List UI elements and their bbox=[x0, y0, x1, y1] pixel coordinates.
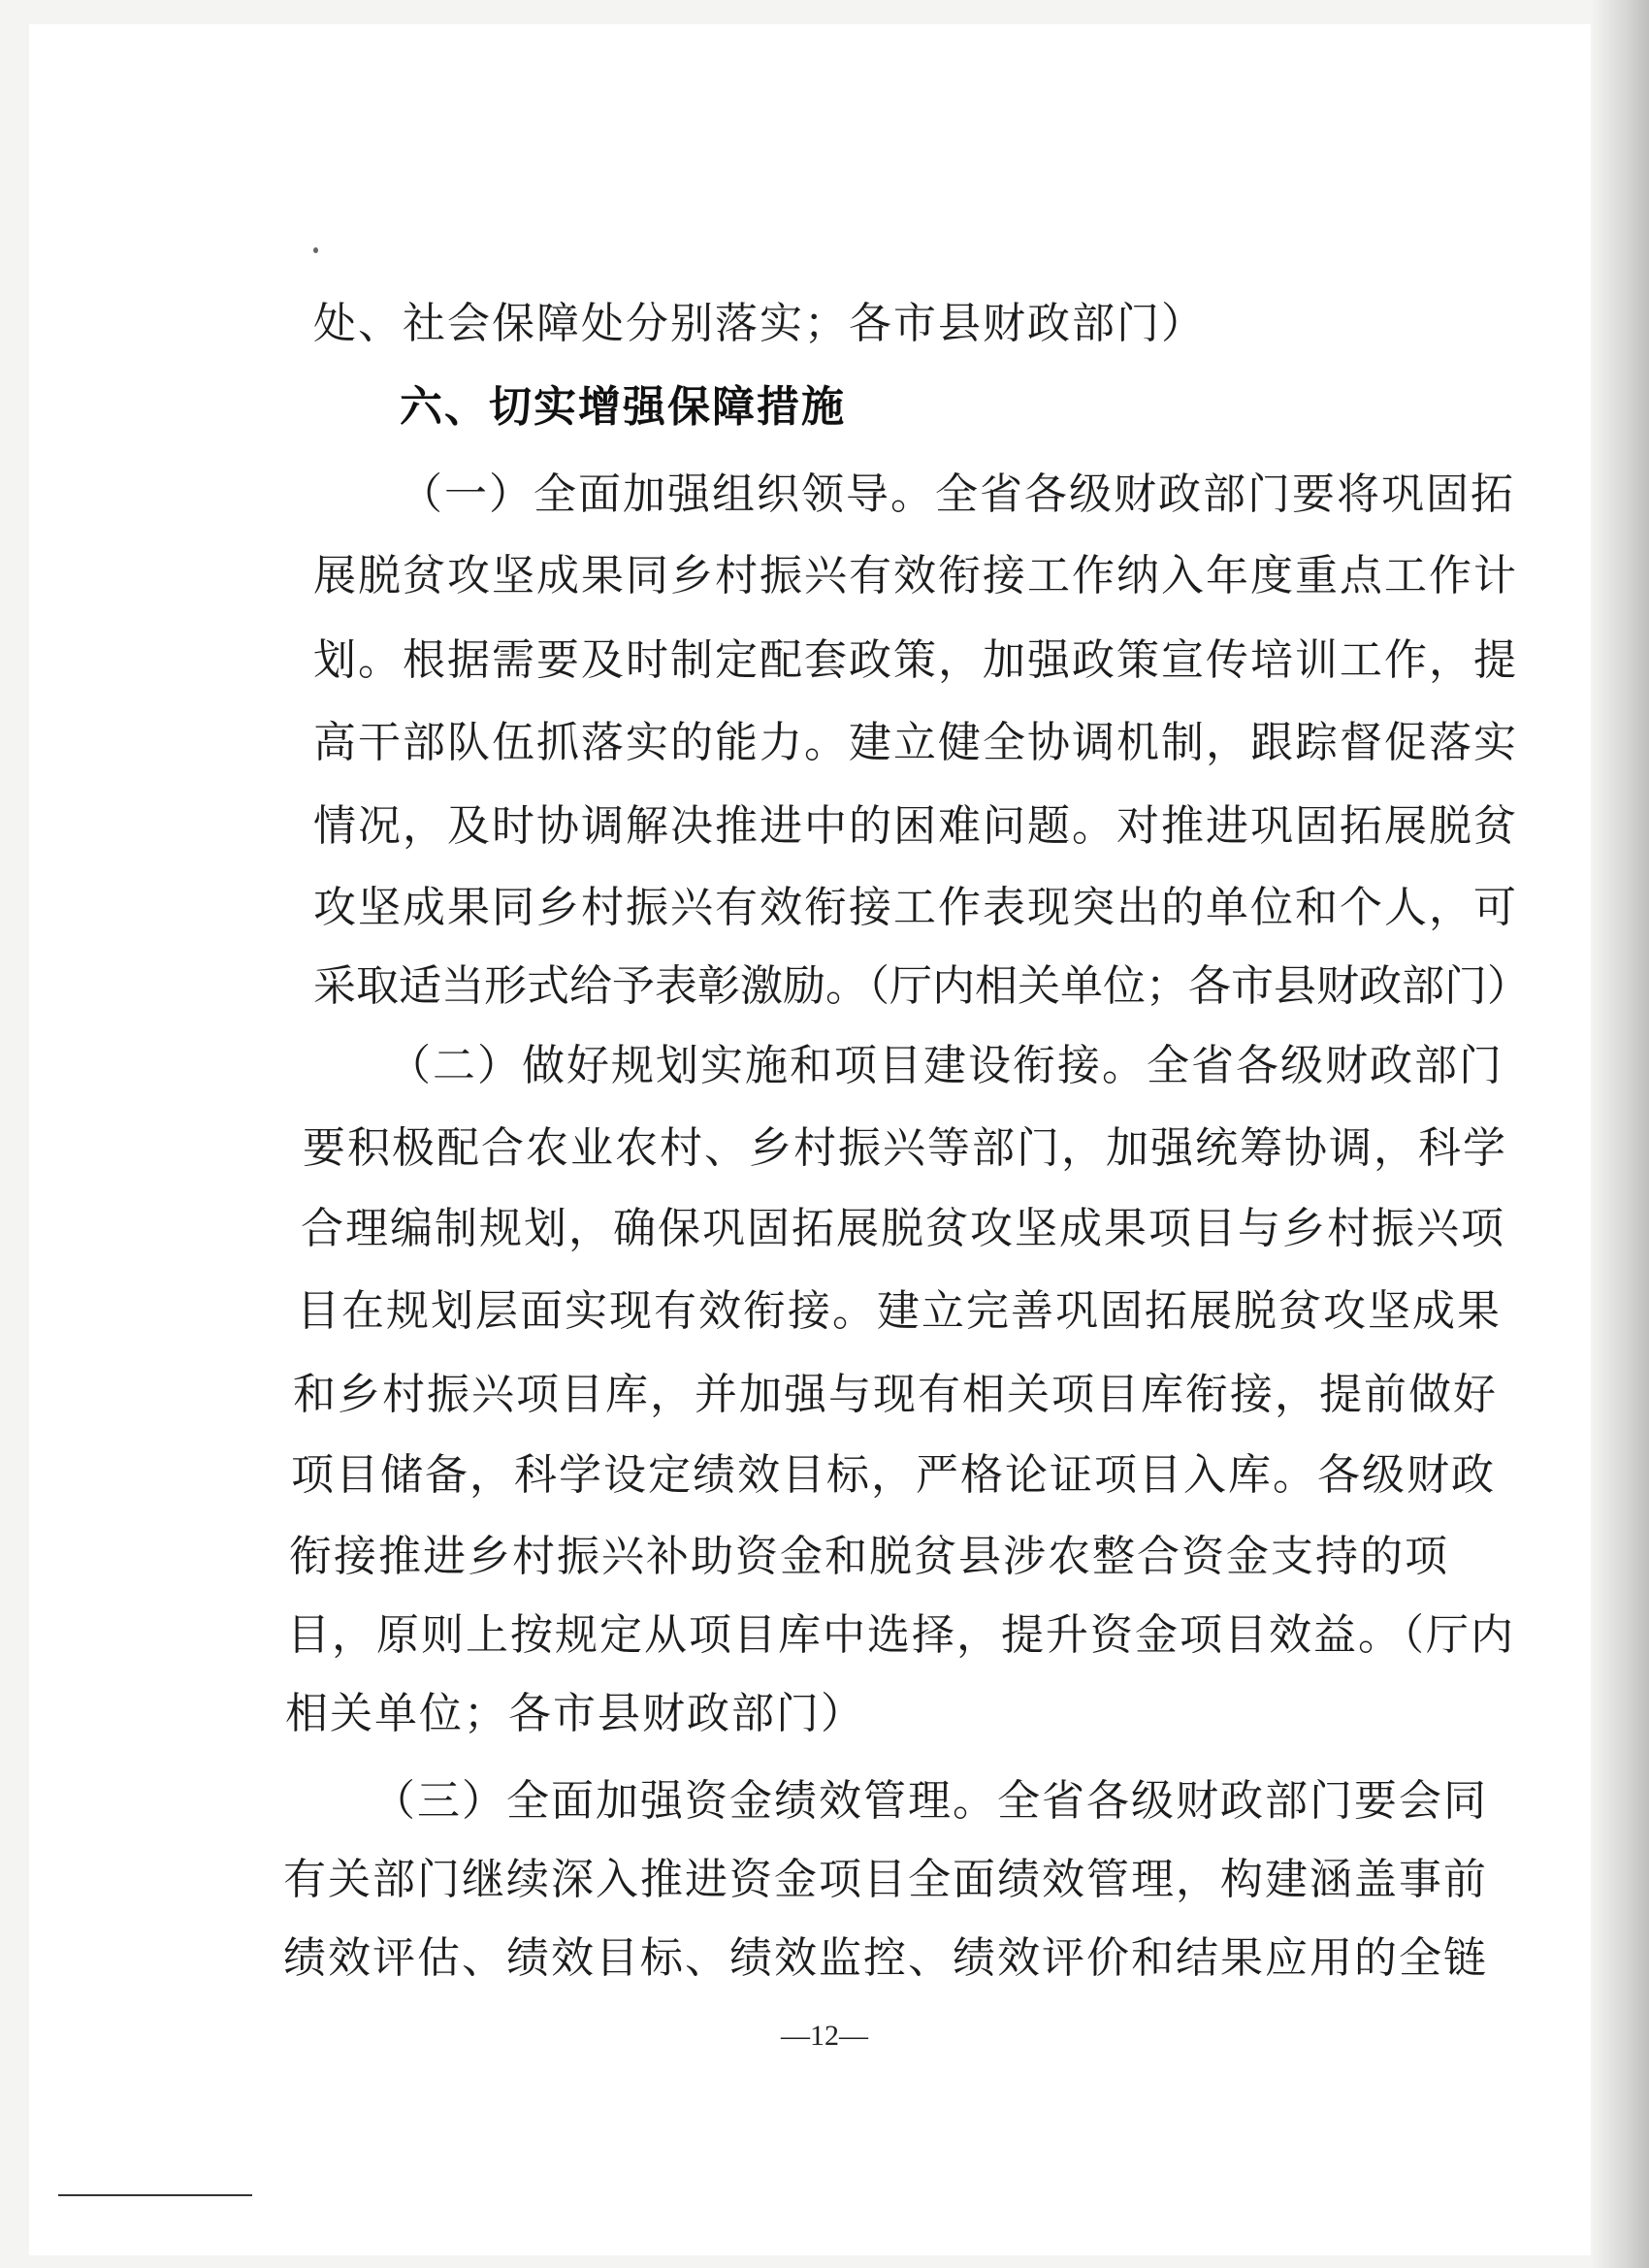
text-line-10: （二）做好规划实施和项目建设衔接。全省各级财政部门 bbox=[388, 1041, 1504, 1090]
text-line-15: 项目储备，科学设定绩效目标，严格论证项目入库。各级财政 bbox=[291, 1450, 1496, 1500]
text-line-20: 有关部门继续深入推进资金项目全面绩效管理，构建涵盖事前 bbox=[283, 1855, 1488, 1904]
text-line-17: 目，原则上按规定从项目库中选择，提升资金项目效益。（厅内 bbox=[287, 1610, 1515, 1660]
scan-speck bbox=[313, 247, 318, 253]
text-line-21: 绩效评估、绩效目标、绩效监控、绩效评价和结果应用的全链 bbox=[283, 1933, 1488, 1983]
text-line-14: 和乡村振兴项目库，并加强与现有相关项目库衔接，提前做好 bbox=[293, 1370, 1498, 1419]
text-line-13: 目在规划层面实现有效衔接。建立完善巩固拓展脱贫攻坚成果 bbox=[297, 1286, 1502, 1336]
text-line-19: （三）全面加强资金绩效管理。全省各级财政部门要会同 bbox=[372, 1776, 1488, 1826]
footer-rule bbox=[58, 2194, 252, 2196]
text-line-4: 展脱贫攻坚成果同乡村振兴有效衔接工作纳入年度重点工作计 bbox=[313, 551, 1518, 600]
text-line-8: 攻坚成果同乡村振兴有效衔接工作表现突出的单位和个人，可 bbox=[313, 883, 1518, 932]
section-heading: 六、切实增强保障措施 bbox=[400, 382, 846, 432]
text-line-16: 衔接推进乡村振兴补助资金和脱贫县涉农整合资金支持的项 bbox=[289, 1532, 1449, 1581]
text-line-5: 划。根据需要及时制定配套政策，加强政策宣传培训工作，提 bbox=[313, 635, 1518, 685]
text-line-11: 要积极配合农业农村、乡村振兴等部门，加强统筹协调，科学 bbox=[303, 1123, 1507, 1173]
text-line-9: 采取适当形式给予表彰激励。（厅内相关单位；各市县财政部门） bbox=[313, 961, 1530, 1011]
text-line-1: 处、社会保障处分别落实；各市县财政部门） bbox=[313, 299, 1206, 348]
text-line-3: （一）全面加强组织领导。全省各级财政部门要将巩固拓 bbox=[400, 470, 1515, 519]
text-line-12: 合理编制规划，确保巩固拓展脱贫攻坚成果项目与乡村振兴项 bbox=[301, 1204, 1505, 1253]
text-line-18: 相关单位；各市县财政部门） bbox=[285, 1689, 865, 1738]
text-line-7: 情况，及时协调解决推进中的困难问题。对推进巩固拓展脱贫 bbox=[313, 801, 1518, 851]
text-line-6: 高干部队伍抓落实的能力。建立健全协调机制，跟踪督促落实 bbox=[313, 718, 1518, 767]
page-number: —12— bbox=[781, 2020, 868, 2052]
